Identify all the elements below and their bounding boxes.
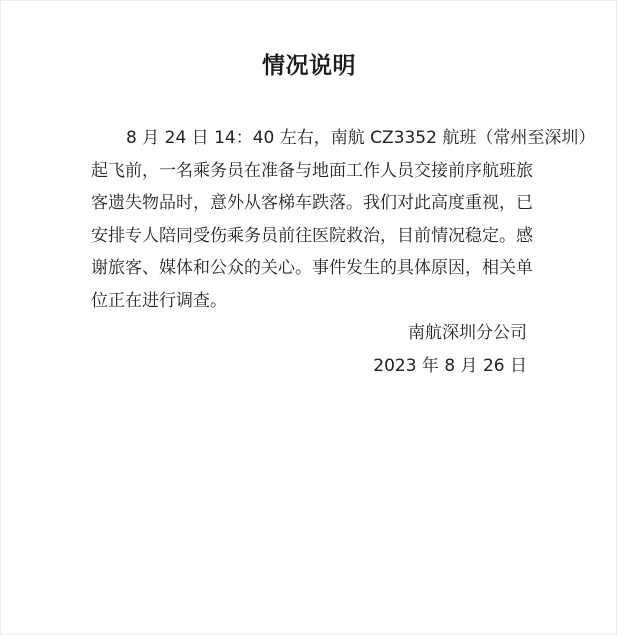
body-line-5: 谢旅客、媒体和公众的关心。事件发生的具体原因，相关单 — [91, 258, 533, 278]
signature-org: 南航深圳分公司 — [408, 323, 527, 343]
signature-date: 2023 年 8 月 26 日 — [373, 355, 527, 376]
body-line-4: 安排专人陪同受伤乘务员前往医院救治，目前情况稳定。感 — [91, 225, 533, 246]
body-line-6: 位正在进行调查。 — [91, 290, 227, 311]
body-line-2: 起飞前，一名乘务员在准备与地面工作人员交接前序航班旅 — [91, 160, 533, 181]
body-line-3: 客遗失物品时，意外从客梯车跌落。我们对此高度重视，已 — [91, 193, 533, 213]
document-title: 情况说明 — [262, 53, 356, 79]
body-line-1: 8 月 24 日 14：40 左右，南航 CZ3352 航班（常州至深圳） — [126, 128, 596, 148]
document-body — [91, 122, 596, 382]
